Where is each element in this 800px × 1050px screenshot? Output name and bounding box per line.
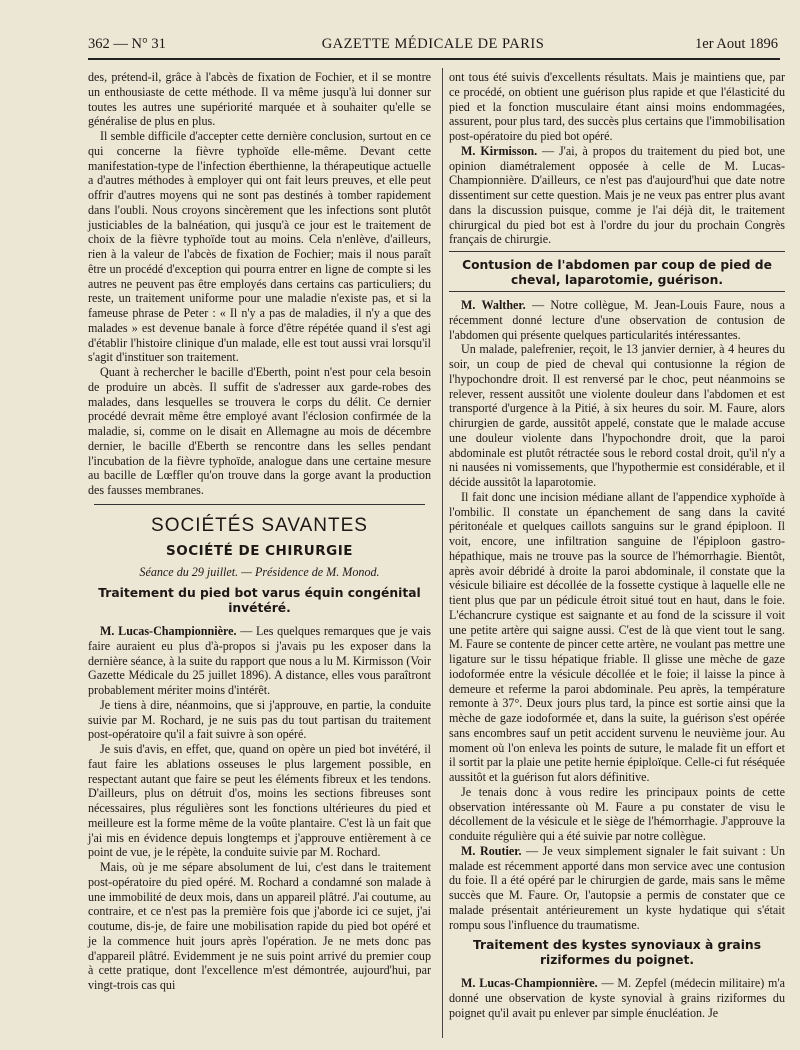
article-title: Traitement des kystes synoviaux à grains riziformes du poignet. [472,938,762,967]
paragraph: ont tous été suivis d'excellents résultats. Mais je maintiens que, par ce procédé, on obtient une guérison plus rapide et que l'élasticité du pied et la fonction musculaire étant ainsi moins endommagées, assurent, pour plus tard, des succès plus certains que l'immobilisation post-opératoire du pied bot opéré. [449,70,785,143]
column-divider [442,68,443,1038]
speaker-name: M. Routier. [461,843,522,858]
speaker-text: — J'ai, à propos du traitement du pied bot, une opinion diamétralement opposée à celle de M. Lucas-Championnière. D'ailleurs, ce n'est pas d'aujourd'hui que date notre dissentiment sur cette question. Mais je ne veux pas entrer plus avant dans la discussion puisque, comme je l'ai déjà dit, le traitement chirurgical du pied bot est à l'ordre du jour du prochain Congrès français de chirurgie. [449,143,785,247]
paragraph: Il semble difficile d'accepter cette dernière conclusion, surtout en ce qui concerne la fièvre typhoïde elle-même. Devant cette manifestation-type de l'infection éberthienne, la thérapeutique actuelle a d'autres méthodes à employer qui ont fait leurs preuves, et elle peut offrir d'autres moyens qui ne sont pas destinés à tomber rapidement dans l'oubli. Nous croyons sincèrement que les infections sont plutôt justiciables de la balnéation, qui jusqu'à ce jour est le traitement de choix de la fièvre typhoïde tout au moins. Cela n'enlève, d'ailleurs, rien à la valeur de l'abcès de fixation de Fochier; mais il nous paraît être un procédé d'exception qui pourra entrer en ligne de compte si les autres ne peuvent pas être employés dans certains cas particuliers; du reste, un traitement uniforme pour une maladie n'existe pas, et si la fameuse phrase de Peter : « Il n'y a pas de maladies, il n'y a que des malades » est devenue banale à force d'être répétée quand il s'est agi d'établir l'histoire clinique d'un malade, elle est tout aussi vrai lorsqu'il s'agit d'instituer son traitement. [88,129,431,365]
page-header [88,36,778,54]
article-title: Traitement du pied bot varus équin congénital invétéré. [98,586,421,615]
paragraph: des, prétend-il, grâce à l'abcès de fixation de Fochier, et il se montre un enthousiaste de cette méthode. Il va même jusqu'à lui donner sur toutes les autres une supériorité marquée et à souhaiter qu'elle se généralise de plus en plus. [88,70,431,129]
speaker-text: — Les quelques remarques que je vais faire auraient eu plus d'à-propos si j'avais pu les exposer dans la dernière séance, à la suite du rapport que nous a lu M. Kirmisson (Voir Gazette Médicale du 25 juillet 1896). A distance, elles vous paraîtront probablement mériter moins d'intérêt. [88,624,431,697]
section-divider [94,504,425,505]
article-title: Contusion de l'abdomen par coup de pied de cheval, laparotomie, guérison. [462,258,772,287]
speaker-paragraph [449,298,785,342]
section-heading: SOCIÉTÉS SAVANTES [151,514,368,536]
speaker-name: M. Lucas-Championnière. [100,624,237,638]
journal-title: GAZETTE MÉDICALE DE PARIS [321,36,545,52]
issue-date: 1er Aout 1896 [695,36,778,52]
paragraph: Il fait donc une incision médiane allant de l'appendice xyphoïde à l'ombilic. Il constate un épanchement de sang dans la cavité péritonéale et quelques caillots sanguins sur le grand épiploon. Il voit, encore, une infiltration sanguine de l'épiploon gastro-hépathique, mais ne trouve pas la source de l'hémorrhagie. Bientôt, après avoir débridé à droite la paroi abdominale, il constate que la vésicule biliaire est décollée de la fossette cystique à laquelle elle ne tient plus que par un pédicule étroit situé tout en haut, dans le foie. L'échancrure cystique est saignante et au fond de la scissure il voit une petite artère qui saigne aussi. C'est de là que vient tout le sang. M. Faure se contente de pincer cette artère, ne voulant pas mettre une ligature sur le tissu hépatique friable. Il glisse une mèche de gaze iodoformée entre la vésicule décollée et le foie; il laisse la pince à demeure et referme la paroi abdominale. Peu après, la température remonte à 37°. Deux jours plus tard, la pince est sortie ainsi que la mèche de gaze iodoformée et, dans la suite, la guérison s'est opérée sans encombres sauf un petit accident survenu le neuvième jour. Au moment où l'on enleva les points de suture, le malade fit un effort et il sortit par la plaie une petite hernie épiploïque. Celle-ci fut réséquée aussitôt et la guérison fut alors définitive. [449,489,785,784]
left-column [88,70,431,993]
paragraph: Un malade, palefrenier, reçoit, le 13 janvier dernier, à 4 heures du soir, un coup de pied de cheval qui contusionne la région de l'hypochondre droit. Il est renversé par le choc, peut néanmoins se relever, ressent aussitôt une violente douleur dans l'abdomen et est transporté d'urgence à la Pitié, à six heures du soir. M. Faure, alors chirurgien de garde, aussitôt appelé, constate que le malade accuse une douleur violente dans l'hypochondre droit, que la paroi abdominale est plutôt rétractée sous le rebord costal droit, qu'il n'y a ni nausées ni vomissements, que l'hypothermie est considérable, et il décide aussitôt la laparotomie. [449,342,785,489]
speaker-paragraph [449,144,785,247]
paragraph: Quant à rechercher le bacille d'Eberth, point n'est pour cela besoin de produire un abcès. Il suffit de s'adresser aux garde-robes des malades, dans lesquelles se trouvera le corps du délit. Ce dernier procédé devrait même être employé avant l'éclosion confirmée de la maladie, si, comme on le disait en Allemagne au mois de décembre dernier, le bacille d'Eberth se rencontre dans les selles pendant l'incubation de la fièvre typhoïde, analogue dans une certaine mesure au bacille de Lœffler qu'on trouve dans la gorge avant la production des fausses membranes. [88,365,431,497]
paragraph: Je tenais donc à vous redire les principaux points de cette observation intéressante où M. Faure a pu constater de visu le décollement de la vésicule et le siège de l'hémorrhagie. J'approuve la conduite régulière qui a été suivie par notre collègue. [449,784,785,843]
speaker-text: — Je veux simplement signaler le fait suivant : Un malade est récemment apporté dans mon service avec une contusion du foie. Il a été opéré par le chirurgien de garde, mais sans le même succès que M. Faure. Or, l'autopsie a permis de constater que ce malade présentait antérieurement un kyste hydatique qui s'était rompu sous l'influence du traumatisme. [449,843,785,932]
paragraph: Mais, où je me sépare absolument de lui, c'est dans le traitement post-opératoire du pied opéré. M. Rochard a condamné son malade à une immobilité de deux mois, dans un appareil plâtré. J'ai coutume, au contraire, et ce n'est pas la première fois que j'aborde ici ce sujet, j'ai coutume, dis-je, de faire une mobilisation rapide du pied bot opéré et je la commence huit jours après l'opération. Je ne mets donc pas d'appareil plâtré. Evidemment je ne suis point arrivé du premier coup à cette pratique, dont l'excellence m'est démontrée, aujourd'hui, par vingt-trois cas qui [88,860,431,992]
header-rule [88,58,780,60]
speaker-name: M. Walther. [461,298,526,312]
speaker-paragraph [449,844,785,933]
paragraph: Je suis d'avis, en effet, que, quand on opère un pied bot invétéré, il faut faire les ablations osseuses le plus largement possible, en respectant autant que faire se peut les éléments fibreux et les tendons. D'ailleurs, plus on détruit d'os, moins les sections fibreuses sont nécessaires, plus régulières sont les fonctions ultérieures du pied et meilleure est la forme même de la voûte plantaire. C'est là un fait que j'ai mis en évidence depuis longtemps et j'approuve entièrement à ce point de vue, je le répète, la conduite suivie par M. Rochard. [88,742,431,860]
speaker-text: — Notre collègue, M. Jean-Louis Faure, nous a récemment donné lecture d'une observation de contusion de l'abdomen qui présente quelques particularités intéressantes. [449,298,785,342]
speaker-paragraph [449,976,785,1020]
paragraph: Je tiens à dire, néanmoins, que si j'approuve, en partie, la conduite suivie par M. Rochard, je ne suis pas du tout partisan du traitement post-opératoire qu'il a fait suivre à son opéré. [88,697,431,742]
speaker-paragraph [88,624,431,698]
society-heading: SOCIÉTÉ DE CHIRURGIE [166,542,353,559]
speaker-name: M. Kirmisson. [461,143,538,158]
section-divider [449,251,785,252]
session-line: Séance du 29 juillet. — Présidence de M. Monod. [139,565,380,580]
speaker-name: M. Lucas-Championnière. [461,976,598,991]
right-column [449,70,785,1021]
page-number: 362 — N° 31 [88,36,166,52]
speaker-text: — M. Zepfel (médecin militaire) m'a donné une observation de kyste synovial à grains riziformes du poignet qu'il avait pu enlever par simple énucléation. Je [449,976,786,1020]
